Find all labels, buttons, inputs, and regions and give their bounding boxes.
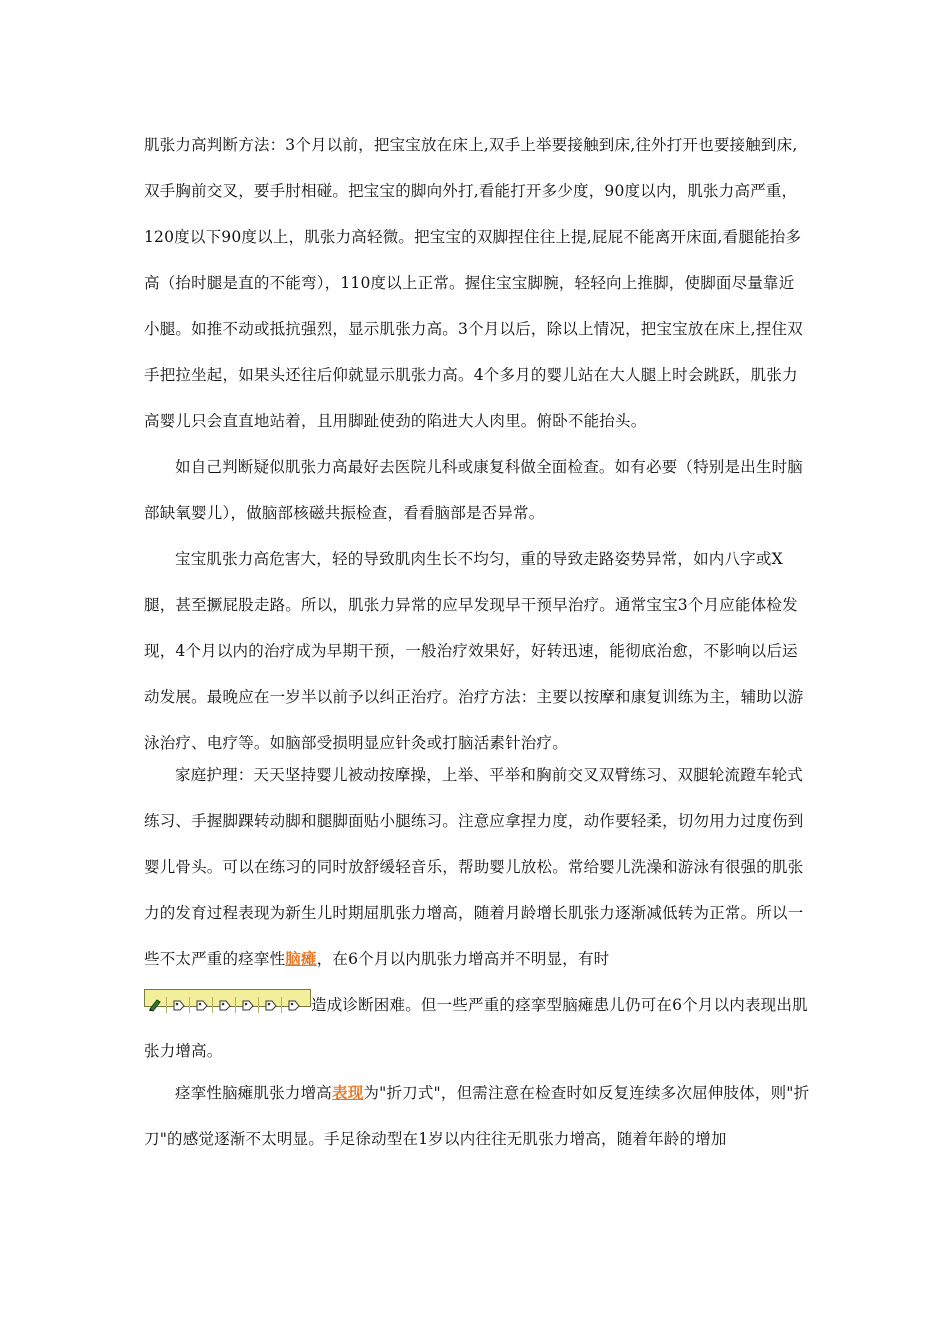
paragraph-text: 造成诊断困难。但一些严重的痉挛型脑瘫患儿仍可在6个月以内表现出肌张力增高。 [144, 996, 808, 1060]
paragraph-assessment-method [144, 122, 810, 444]
paragraph-spastic-type [144, 1070, 810, 1162]
paragraph-text: ，在6个月以内肌张力增高并不明显，有时 [316, 950, 610, 968]
tag-icon[interactable] [214, 997, 236, 1013]
paragraph-hospital-check [144, 444, 810, 536]
tag-icon[interactable] [191, 997, 213, 1013]
paragraph-text: 为"折刀式"，但需注意在检查时如反复连续多次屈伸肢体，则"折刀"的感觉逐渐不太明显。手足徐动型在1岁以内往往无肌张力增高，随着年龄的增加 [144, 1084, 810, 1148]
paragraph-text: 如自己判断疑似肌张力高最好去医院儿科或康复科做全面检查。如有必要（特别是出生时脑部缺氧婴儿），做脑部核磁共振检查，看看脑部是否异常。 [144, 458, 804, 522]
paragraph-home-care [144, 752, 810, 1074]
paragraph-harm-treatment [144, 536, 810, 766]
cerebral-palsy-link[interactable]: 脑瘫 [285, 949, 317, 968]
embedded-toolbar [144, 989, 311, 1007]
paragraph-text: 家庭护理：天天坚持婴儿被动按摩操，上举、平举和胸前交叉双臂练习、双腿轮流蹬车轮式练习、手握脚踝转动脚和腿脚面贴小腿练习。注意应拿捏力度，动作要轻柔，切勿用力过度伤到婴儿骨头。可以在练习的同时放舒缓轻音乐，帮助婴儿放松。常给婴儿洗澡和游泳有很强的肌张力的发育过程表现为新生儿时期屈肌张力增高，随着月龄增长肌张力逐渐减低转为正常。所以一些不太严重的痉挛性 [144, 766, 804, 968]
tag-icon[interactable] [260, 997, 282, 1013]
tag-icon[interactable] [168, 997, 190, 1013]
paragraph-text: 宝宝肌张力高危害大，轻的导致肌肉生长不均匀，重的导致走路姿势异常，如内八字或X腿，甚至撅屁股走路。所以，肌张力异常的应早发现早干预早治疗。通常宝宝3个月应能体检发现，4个月以内的治疗成为早期干预，一般治疗效果好，好转迅速，能彻底治愈，不影响以后运动发展。最晚应在一岁半以前予以纠正治疗。治疗方法：主要以按摩和康复训练为主，辅助以游泳治疗、电疗等。如脑部受损明显应针灸或打脑活素针治疗。 [144, 550, 804, 752]
pencil-icon[interactable] [145, 997, 167, 1013]
paragraph-text: 肌张力高判断方法：3个月以前，把宝宝放在床上,双手上举要接触到床,往外打开也要接触到床,双手胸前交叉，要手肘相碰。把宝宝的脚向外打,看能打开多少度，90度以内，肌张力高严重，120度以下90度以上，肌张力高轻微。把宝宝的双脚捏住往上提,屁屁不能离开床面,看腿能抬多高（抬时腿是直的不能弯），110度以上正常。握住宝宝脚腕，轻轻向上推脚，使脚面尽量靠近小腿。如推不动或抵抗强烈，显示肌张力高。3个月以后，除以上情况，把宝宝放在床上,捏住双手把拉坐起，如果头还往后仰就显示肌张力高。4个多月的婴儿站在大人腿上时会跳跃，肌张力高婴儿只会直直地站着，且用脚趾使劲的陷进大人肉里。俯卧不能抬头。 [144, 136, 803, 430]
tag-icon[interactable] [283, 997, 305, 1013]
tag-icon[interactable] [237, 997, 259, 1013]
manifestation-link[interactable]: 表现 [332, 1083, 364, 1102]
paragraph-text: 痉挛性脑瘫肌张力增高 [175, 1084, 333, 1102]
